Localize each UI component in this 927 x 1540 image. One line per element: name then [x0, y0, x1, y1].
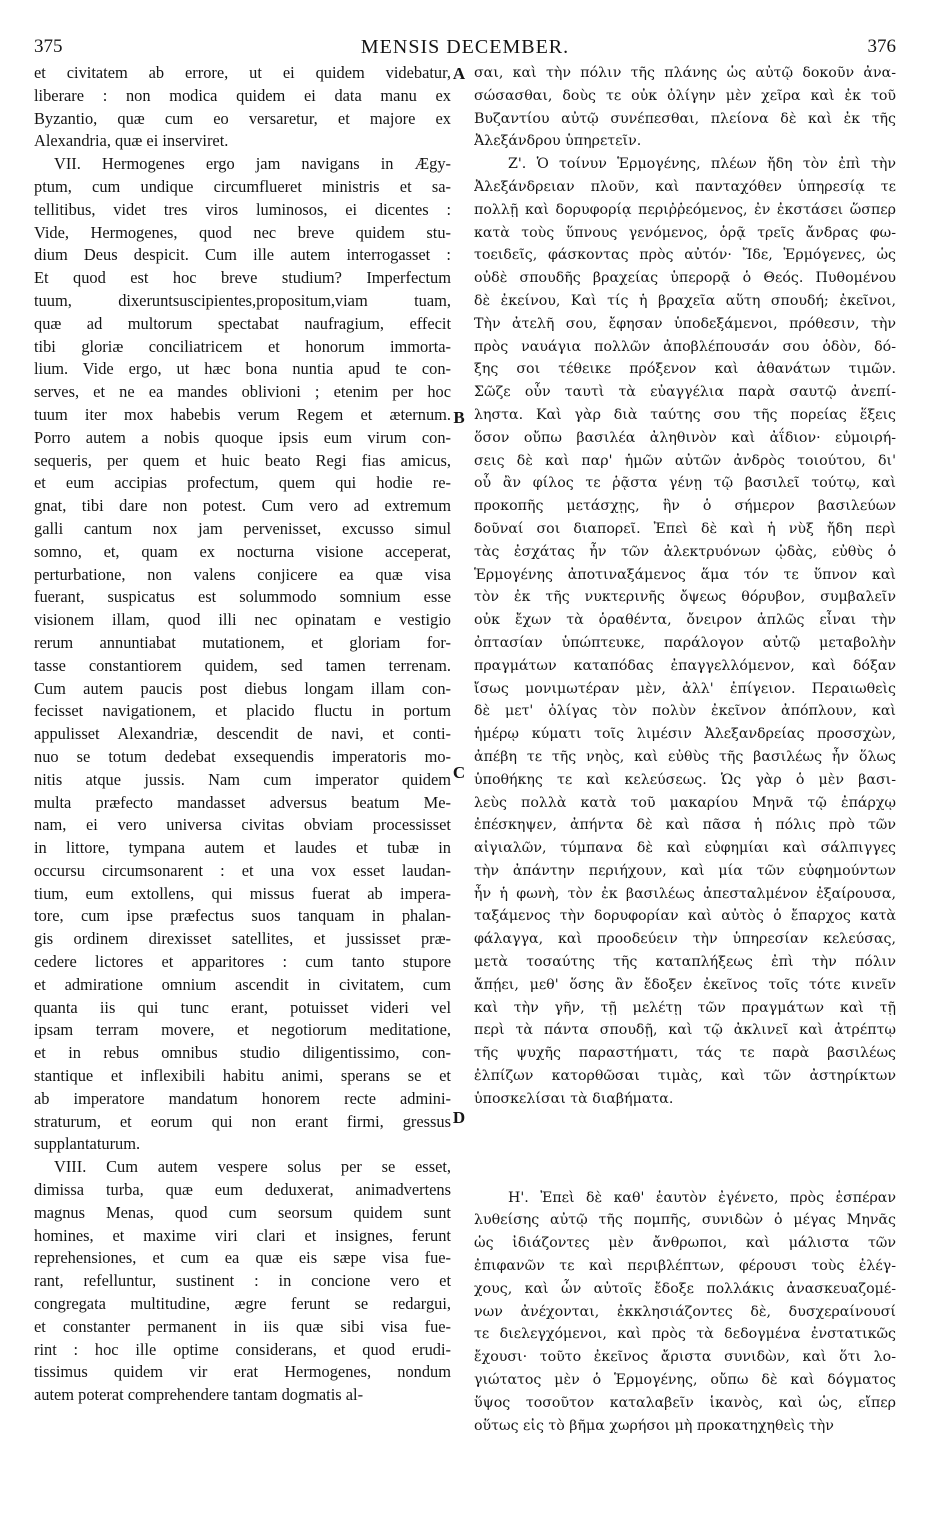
latin-text-line: et civitatem ab errore, ut ei quidem videbatur,: [34, 63, 451, 82]
latin-text-line: tissimus quidem vir erat Hermogenes, nondum: [34, 1362, 451, 1382]
greek-text-line: γιώτατος μὲν ὁ Ἑρμογένης, οὔπω δὲ καὶ δόγματος: [474, 1372, 896, 1389]
greek-text-line: ὡς ἰδιάζοντες μὲν ἄνθρωποι, καὶ μάλιστα τῶν: [474, 1235, 896, 1252]
latin-text-line: VII. Hermogenes ergo jam navigans in Ægy-: [54, 154, 451, 174]
latin-text-line: supplantaturum.: [34, 1134, 141, 1154]
greek-text-line: ἔχουσι· τοῦτο ἐκεῖνος ἄριστα συνιδὼν, καὶ ὅτι λο-: [474, 1349, 896, 1366]
latin-text-line: autem poterat comprehendere tantam dogmatis al-: [34, 1385, 364, 1405]
greek-text-line: Βυζαντίου αὐτῷ συνέπεσθαι, πλείονα δὲ καὶ ἐκ τῆς: [474, 110, 896, 127]
latin-text-line: Vide, Hermogenes, quod nec breve quidem stu-: [34, 222, 451, 242]
greek-text-line: οὐδὲ σπουδῆς βραχείας ὑπερορᾷ ὁ Θεός. Πυθομένου: [474, 270, 896, 287]
latin-text-line: sequeris, per quem et huic beato Regi fias amicus,: [34, 450, 451, 470]
latin-text-line: liberare : non modica quidem ei data manu ex: [34, 85, 451, 105]
latin-text-line: et constanter permanent in iis quæ sibi visa fue-: [34, 1316, 451, 1336]
latin-text-line: Cum autem paucis post diebus longam illam con-: [34, 678, 451, 698]
greek-text-line: ὀπτασίαν ὑπώπτευκε, παράλογον αὐτῷ μεταβολὴν: [474, 634, 896, 651]
latin-text-line: quanta iis qui tunc erant, potuisset videri vel: [34, 997, 451, 1017]
greek-text-line: ἐπέσκηψεν, ἀπήντα δὲ καὶ πᾶσα ἡ πόλις πρὸ τῶν: [474, 817, 896, 834]
latin-text-line: multa præfecto mandasset adversus beatum Me-: [34, 792, 451, 812]
latin-text-line: Byzantio, quæ cum eo versaretur, et majore ex: [34, 108, 451, 128]
latin-text-line: fuerant, suspicatus est solummodo somnium esse: [34, 587, 451, 607]
greek-text-line: κατὰ τοὺς ὕπνους γενόμενος, ὁρᾷ τρεῖς ἄνδρας φω-: [474, 224, 896, 241]
running-header: [34, 36, 896, 62]
greek-text-line: λεὺς πολλὰ κατὰ τοῦ μακαρίου Μηνᾶ τῷ ἐπάρχῳ: [474, 794, 896, 811]
latin-text-line: galli cantum nox jam pervenisset, excusso simul: [34, 518, 451, 538]
greek-text-line: χους, καὶ ὧν αὐτοῖς ἔδοξε πολλάκις ἀνασκευαζομέ-: [474, 1280, 896, 1297]
greek-text-line: δὲ μετ' ὀλίγας τὸν πολὺν ἐκεῖνον ἀπόπλουν, καὶ: [474, 703, 896, 720]
greek-text-line: μετὰ τοσαύτης τῆς καταπλήξεως ἐπὶ τὴν πόλιν: [474, 954, 896, 971]
latin-text-line: perturbatione, non valens conjicere ea quæ visa: [34, 564, 451, 584]
greek-text-line: ὕψος τοσοῦτον καταλαβεῖν ἱκανὸς, καὶ ὡς, εἴπερ: [474, 1394, 896, 1411]
page-number-left: 375: [34, 36, 63, 57]
margin-letter-b: B: [453, 408, 465, 427]
latin-text-line: rerum annuntiabat mutationem, et gloriam for-: [34, 632, 451, 652]
greek-text-line: δοῦναί σοι διαπορεῖ. Ἐπεὶ δὲ καὶ ἡ νὺξ ἤδη περὶ: [474, 520, 896, 537]
latin-text-line: somno, et, quam ex nocturna visione acceperat,: [34, 541, 451, 561]
latin-text-line: reprehensiones, et cum ea quæ eis sæpe visa fue-: [34, 1248, 451, 1268]
greek-text-line: σαι, καὶ τὴν πόλιν τῆς πλάνης ὡς αὐτῷ δοκοῦν ἀνα-: [474, 65, 896, 81]
latin-text-line: rant, refelluntur, sustinent : in concione vero et: [34, 1271, 451, 1291]
latin-text-line: dium Deus despicit. Cum ille autem interrogasset :: [34, 245, 451, 265]
latin-text-line: ab imperatore mandatum honorem recte admini-: [34, 1088, 451, 1108]
greek-text-line: Η'. Ἐπεὶ δὲ καθ' ἑαυτὸν ἐγένετο, πρὸς ἑσπέραν: [508, 1189, 896, 1206]
greek-text-line: σεις δὲ καὶ παρ' ἡμῶν αὐτῶν ἀνδρὸς τοιούτου, δι': [474, 452, 896, 469]
greek-text-line: τὸν ἐκ τῆς νυκτερινῆς ὄψεως θόρυβον, συμβαλεῖν: [474, 589, 896, 606]
greek-text-line: Ἑρμογένης ἀποτιναξάμενος ἅμα τόν τε ὕπνον καὶ: [474, 566, 896, 583]
greek-text-line: πραγμάτων καταπόδας ἐπαγγελλόμενον, καὶ δόξαν: [474, 657, 896, 674]
greek-text-line: τοειδεῖς, φάσκοντας πρὸς αὐτόν· Ἴδε, Ἑρμόγενες, ὡς: [474, 247, 896, 264]
latin-text-line: quæ ad multorum spectabat naufragium, effecit: [34, 313, 451, 333]
latin-text-line: et in rebus omnibus studio diligentissimo, con-: [34, 1043, 451, 1063]
latin-text-line: occursu circumsonarent : et una vox esset laudan-: [34, 860, 451, 880]
greek-text-line: ἴσως μονιμωτέραν μὲν, ἀλλ' ἐπίγειον. Περαιωθεὶς: [474, 680, 896, 697]
greek-text-line: αἰγιαλῶν, τύμπανα δὲ καὶ εὐφημίαι καὶ σάλπιγγες: [474, 840, 896, 857]
greek-column: [474, 62, 896, 1437]
margin-letter-a: A: [452, 64, 466, 83]
latin-text-line: cedere lictores et apparitores : cum tanto stupore: [34, 952, 451, 972]
greek-text-line: τε διελεγχόμενοι, καὶ πρὸς τὰ δεδογμένα ἐνστατικῶς: [474, 1326, 896, 1343]
greek-text-line: Ἀλεξάνδρου ὑπηρετεῖν.: [474, 133, 642, 150]
greek-text-line: Σῶζε οὖν ταυτὶ τὰ εὐαγγέλια παρὰ σαυτῷ ἀνεπί-: [474, 384, 896, 401]
greek-text-line: πρὸς ναυάγια πολλῶν ἀποβλέπουσάν σου ὁδὸν, δό-: [474, 338, 896, 355]
latin-text-line: VIII. Cum autem vespere solus per se esset,: [54, 1157, 451, 1177]
greek-text-line: ἦν ἡ φωνὴ, τὸν ἐκ βασιλέως ἀπεσταλμένον ἐξαίρουσα,: [474, 885, 896, 902]
greek-text-line: καὶ τὴν γῆν, τῇ μελέτῃ τῶν πραγμάτων καὶ τῇ: [474, 999, 896, 1016]
latin-text-line: ipsam terram movere, et negotiorum meditatione,: [34, 1020, 451, 1040]
latin-column: [34, 62, 451, 1407]
latin-text-line: appulisset Alexandriæ, descendit de navi, et conti-: [34, 724, 451, 744]
latin-text-line: straturum, et eorum qui non erant firmi, gressus: [34, 1111, 451, 1131]
latin-text-line: tellitibus, videt tres viros luminosos, ei dicentes :: [34, 199, 451, 219]
margin-letter-c: C: [452, 763, 466, 782]
latin-text-line: Et quod est hoc breve studium? Imperfectum: [34, 268, 451, 288]
latin-text-line: tore, cum ipse præfectus suos tanquam in phalan-: [34, 906, 451, 926]
greek-text-line: ὑποθήκης τε καὶ κελεύσεως. Ὡς γὰρ ὁ μὲν βασι-: [474, 771, 896, 788]
latin-text-line: nitis atque jussis. Nam cum imperator quidem: [34, 769, 451, 789]
greek-text-line: ληστα. Καὶ γὰρ διὰ ταύτης σου τῆς πορείας ἕξεις: [474, 406, 896, 423]
greek-text-line: τὴν ἀπάντην περιήχουν, καὶ μία τῶν εὐφημούντων: [474, 862, 896, 879]
greek-text-line: δὲ ἐκείνου, Καὶ τίς ἡ βραχεῖα αὕτη σπουδή; ἐκεῖνοι,: [474, 292, 896, 309]
latin-text-line: visionem illam, quod illi nec opinatam e vestigio: [34, 610, 451, 630]
greek-text-line: Ἀλεξάνδρειαν πλοῦν, καὶ πανταχόθεν ὑπηρεσίᾳ τε: [474, 178, 896, 195]
running-title: MENSIS DECEMBER.: [360, 36, 570, 58]
greek-text-line: ἡμέρῳ κύματι τοῖς λιμέσιν Ἀλεξανδρείας προσσχὼν,: [474, 726, 896, 743]
paragraph-gap: [474, 1111, 896, 1187]
latin-text-line: et eum accipias profectum, quem qui hodie re-: [34, 473, 451, 493]
greek-text-line: Ζ'. Ὁ τοίνυν Ἑρμογένης, πλέων ἤδη τὸν ἐπὶ τὴν: [508, 156, 896, 173]
latin-text-line: gnat, tibi dare non potest. Cum vero ad extremum: [34, 496, 451, 516]
latin-text-line: tibi gloriæ conciliatricem et honorum immorta-: [34, 336, 451, 356]
latin-text-line: congregata multitudine, ægre ferunt se redargui,: [34, 1294, 451, 1314]
greek-text-line: ταξάμενος τὴν δορυφορίαν καὶ αὐτὸς ὁ ἔπαρχος κατὰ: [474, 908, 896, 925]
greek-text-line: ξης σοι τέθεικε πρόξενον καὶ ἀθανάτων τιμῶν.: [474, 361, 896, 378]
latin-text-line: Porro autem a nobis quoque ipsis eum virum con-: [34, 427, 451, 447]
latin-text-line: stantique et inflexibili habitu animi, sperans se et: [34, 1066, 451, 1086]
greek-text-line: τὰς ἐσχάτας ἦν τῶν ἀλεκτρυόνων ᾠδὰς, εὐθὺς ὁ: [474, 543, 896, 560]
latin-text-line: et admiratione omnium ascendit in civitatem, cum: [34, 974, 451, 994]
greek-text-line: πολλῇ καὶ δορυφορίᾳ περιῤῥεόμενος, ἐν ἐκστάσει ὥσπερ: [474, 201, 896, 218]
latin-text-line: tuum, dixeruntsuscipientes,propositum,viam tuam,: [34, 290, 451, 310]
latin-text-line: nam, ei vero universa civitas obviam processisset: [34, 815, 451, 835]
greek-text-line: προκοπῆς μετάσχῃς, ἣν ὁ σήμερον βασιλεύων: [474, 498, 896, 515]
latin-text-line: lium. Vide ergo, ut hæc bona nuntia apud te con-: [34, 359, 451, 379]
greek-text-line: Τὴν ἀτελῆ σου, ἔφησαν ὑποδεξάμενοι, πρόθεσιν, τὴν: [474, 315, 896, 332]
latin-text-line: ptum, cum undique circumflueret ministris et sa-: [34, 176, 451, 196]
greek-text-line: περὶ τὰ πάντα σπουδῇ, καὶ τῷ ἀκλινεῖ καὶ ἀτρέπτῳ: [474, 1022, 896, 1039]
greek-text-line: φάλαγγα, καὶ προοδεύειν τὴν ὑπηρεσίαν κελεύσας,: [474, 931, 896, 948]
greek-text-line: ὑποσκελίσαι τὰ διαβήματα.: [474, 1090, 674, 1107]
latin-text-line: magnus Menas, quod cum seorsum quidem sunt: [34, 1202, 451, 1222]
latin-text-line: nuo se totum dedebat exsequendis imperatoris mo-: [34, 746, 451, 766]
greek-text-line: νων ἀνέχονται, ἐκκλησιάζοντες δὲ, δυσχεραίνουσί: [474, 1303, 896, 1320]
greek-text-line: σώσασθαι, δοὺς τε οὐκ ὀλίγην μὲν χεῖρα καὶ ἐκ τοῦ: [474, 87, 896, 104]
latin-text-line: Alexandria, quæ ei inserviret.: [34, 131, 229, 151]
latin-text-line: tasse constantiorem quidem, sed tamen terrenam.: [34, 655, 451, 675]
latin-text-line: tium, eum extollens, qui missus fuerat ab impera-: [34, 883, 451, 903]
greek-text-line: ἐλπίζων κατορθῶσαι τιμὰς, καὶ τῶν ἀστηρίκτων: [474, 1068, 896, 1085]
greek-text-line: λυθείσης αὐτῷ τῆς πομπῆς, συνιδὼν ὁ μέγας Μηνᾶς: [474, 1212, 896, 1229]
greek-text-line: οὕτως εἰς τὸ βῆμα χωρήσοι μὴ προκατηχηθεὶς τὴν: [474, 1417, 834, 1434]
greek-text-line: τῆς ψυχῆς παραστήματι, τάς τε παρὰ βασιλέως: [474, 1045, 896, 1062]
greek-text-line: ἀπέβη τε τῆς νηὸς, καὶ εὐθὺς τῆς βασιλέως ἦν ὅλως: [474, 748, 896, 765]
greek-text-line: οὐκ ἔχων τὰ ὁραθέντα, ὄνειρον ἁπλῶς εἶναι τὴν: [474, 612, 896, 629]
latin-text-line: in littore, tympana autem et laudes et tubæ in: [34, 838, 451, 858]
latin-text-line: tuum iter mox habebis verum Regem et æternum.: [34, 404, 451, 424]
greek-text-line: ἄπῄει, μεθ' ὅσης ἂν ἔδοξεν ἐκεῖνος τοῖς τότε κινεῖν: [474, 976, 896, 993]
latin-text-line: homines, et maxime viri clari et insignes, ferunt: [34, 1225, 451, 1245]
greek-text-line: ἐπιφανῶν τε καὶ περιβλέπτων, φέρουσι τοὺς ἐλέγ-: [474, 1258, 896, 1275]
latin-text-line: fecisset navigationem, et placido fluctu in portum: [34, 701, 451, 721]
latin-text-line: rint : hoc ille optime considerans, et quod erudi-: [34, 1339, 451, 1359]
greek-text-line: ὅσον οὔπω βασιλέα ἀληθινὸν καὶ ἀΐδιον· εὐμοιρή-: [474, 429, 896, 446]
margin-letter-d: D: [452, 1108, 466, 1127]
greek-text-line: οὗ ἂν φίλος τε ῥᾷστα γένῃ τῷ βασιλεῖ τούτῳ, καὶ: [474, 475, 896, 492]
latin-text-line: gis ordinem direxisset satellites, et jussisset præ-: [34, 929, 451, 949]
latin-text-line: dimissa turba, quæ eum deduxerat, animadvertens: [34, 1180, 451, 1200]
page-number-right: 376: [867, 36, 896, 57]
latin-text-line: serves, et ne ea mandes oblivioni ; etenim per hoc: [34, 382, 451, 402]
